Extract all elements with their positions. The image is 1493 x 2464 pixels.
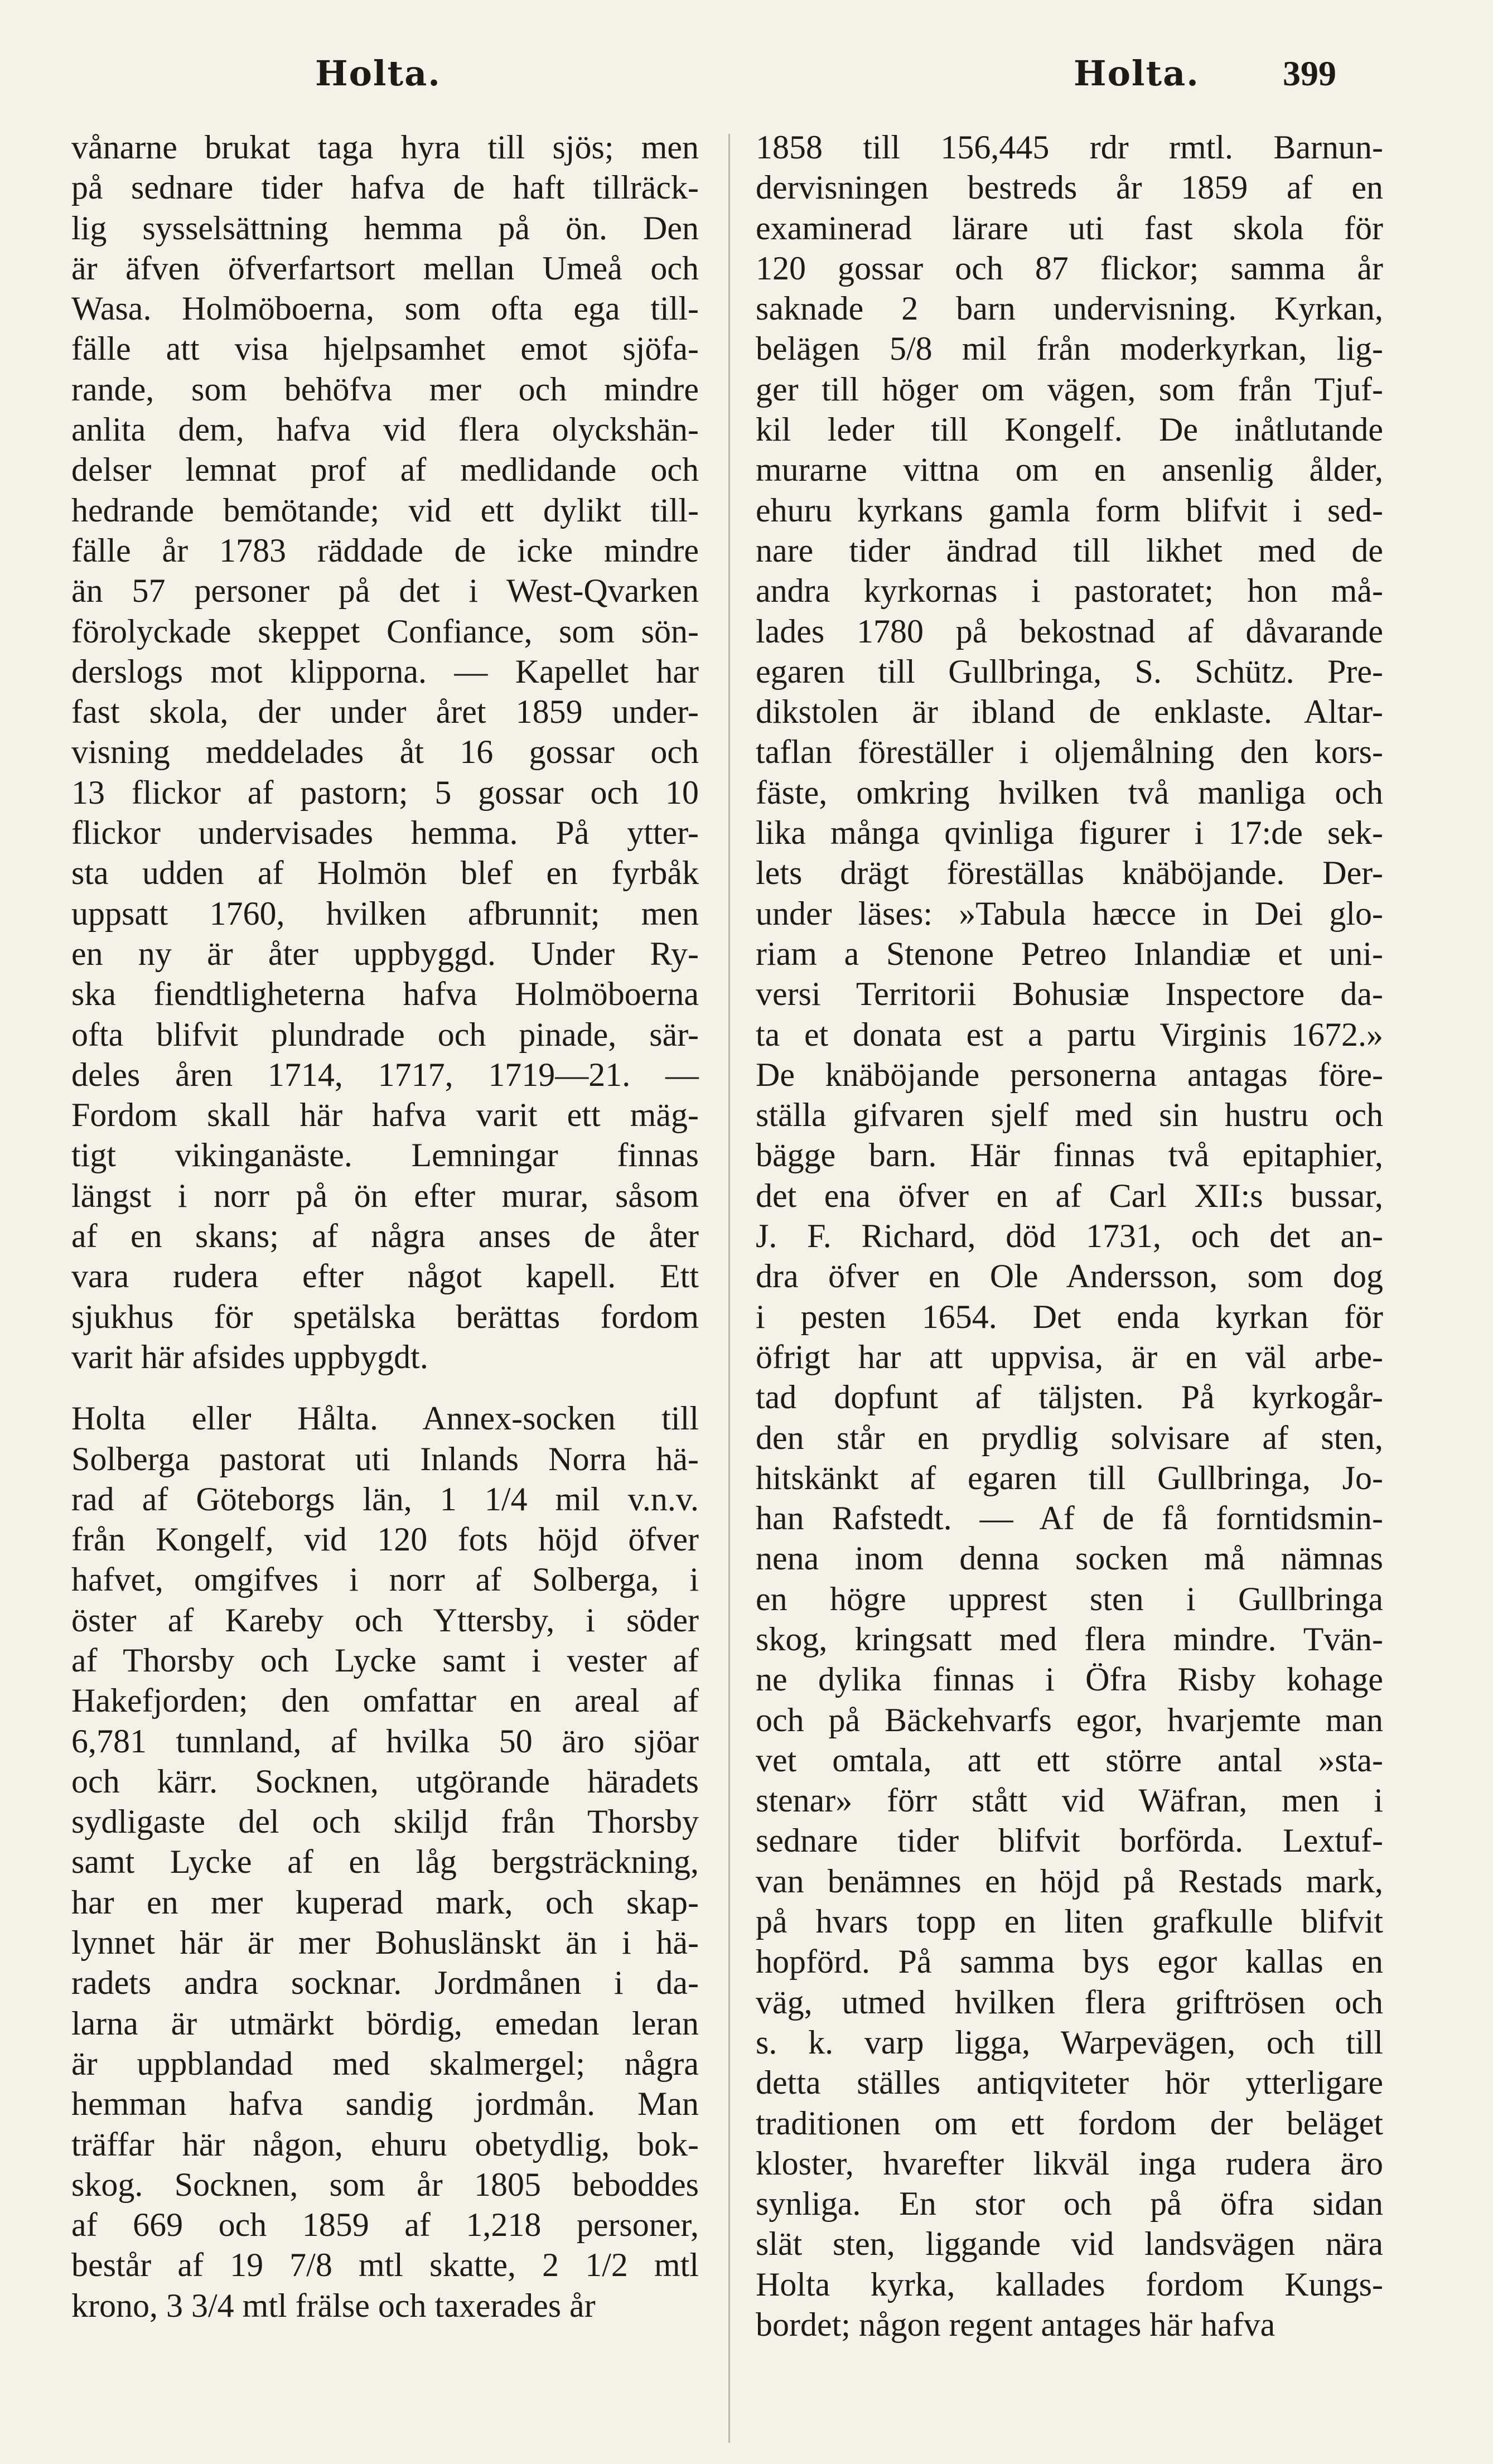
text-line: flickor undervisades hemma. På ytter- <box>71 814 699 852</box>
text-line <box>71 1377 699 1398</box>
text-line: deles åren 1714, 1717, 1719—21. — <box>71 1056 699 1093</box>
text-line: Holta kyrka, kallades fordom Kungs- <box>756 2265 1383 2303</box>
text-line: hedrande bemötande; vid ett dylikt till- <box>71 491 699 529</box>
text-line: Holta eller Hålta. Annex-socken till <box>71 1400 699 1437</box>
text-line: delser lemnat prof af medlidande och <box>71 451 699 489</box>
text-line: visning meddelades åt 16 gossar och <box>71 733 699 771</box>
text-line: 6,781 tunnland, af hvilka 50 äro sjöar <box>71 1722 699 1760</box>
column-divider <box>728 134 730 2443</box>
text-line: anlita dem, hafva vid flera olyckshän- <box>71 411 699 448</box>
text-line: träffar här någon, ehuru obetydlig, bok- <box>71 2125 699 2163</box>
text-line: varit här afsides uppbygdt. <box>71 1338 428 1375</box>
text-line: hopförd. På samma bys egor kallas en <box>756 1943 1383 1980</box>
text-line: vånarne brukat taga hyra till sjös; men <box>71 129 699 166</box>
text-line: af Thorsby och Lycke samt i vester af <box>71 1641 699 1679</box>
text-line: uppsatt 1760, hvilken afbrunnit; men <box>71 895 699 932</box>
text-line: dikstolen är ibland de enklaste. Altar- <box>756 693 1383 731</box>
text-line: är äfven öfverfartsort mellan Umeå och <box>71 249 699 287</box>
text-line: på sednare tider hafva de haft tillräck- <box>71 169 699 206</box>
text-line: vara rudera efter något kapell. Ett <box>71 1258 699 1295</box>
text-line: stenar» förr stått vid Wäfran, men i <box>756 1782 1383 1819</box>
text-line: i pesten 1654. Det enda kyrkan för <box>756 1298 1383 1335</box>
right-text-column <box>756 127 1383 2345</box>
text-line: sydligaste del och skiljd från Thorsby <box>71 1803 699 1840</box>
text-line: samt Lycke af en låg bergsträckning, <box>71 1843 699 1881</box>
text-line: ger till höger om vägen, som från Tjuf- <box>756 370 1383 408</box>
text-line: har en mer kuperad mark, och skap- <box>71 1883 699 1921</box>
text-line: 1858 till 156,445 rdr rmtl. Barnun- <box>756 129 1383 166</box>
text-line: Solberga pastorat uti Inlands Norra hä- <box>71 1440 699 1477</box>
left-text-column <box>71 127 699 2326</box>
text-line: hemman hafva sandig jordmån. Man <box>71 2085 699 2123</box>
text-line: saknade 2 barn undervisning. Kyrkan, <box>756 290 1383 327</box>
text-line: består af 19 7/8 mtl skatte, 2 1/2 mtl <box>71 2246 699 2284</box>
text-line: tad dopfunt af täljsten. På kyrkogår- <box>756 1379 1383 1416</box>
text-line: ne dylika finnas i Öfra Risby kohage <box>756 1661 1383 1698</box>
text-line: ställa gifvaren sjelf med sin hustru och <box>756 1096 1383 1134</box>
text-line: fäste, omkring hvilken två manliga och <box>756 774 1383 811</box>
text-line: förolyckade skeppet Confiance, som sön- <box>71 612 699 650</box>
text-line: öster af Kareby och Yttersby, i söder <box>71 1601 699 1639</box>
text-line: lets drägt föreställas knäböjande. Der- <box>756 854 1383 892</box>
text-line: längst i norr på ön efter murar, såsom <box>71 1177 699 1214</box>
text-line: lika många qvinliga figurer i 17:de sek- <box>756 814 1383 852</box>
text-line: fast skola, der under året 1859 under- <box>71 693 699 731</box>
text-line: en högre upprest sten i Gullbringa <box>756 1580 1383 1617</box>
text-line: och kärr. Socknen, utgörande häradets <box>71 1762 699 1800</box>
text-line: nare tider ändrad till likhet med de <box>756 532 1383 569</box>
text-line: andra kyrkornas i pastoratet; hon må- <box>756 572 1383 610</box>
running-head-right: Holta. <box>1074 53 1200 94</box>
text-line: ska fiendtligheterna hafva Holmöboerna <box>71 975 699 1013</box>
text-line: dra öfver en Ole Andersson, som dog <box>756 1258 1383 1295</box>
text-line: öfrigt har att uppvisa, är en väl arbe- <box>756 1338 1383 1375</box>
text-line: af 669 och 1859 af 1,218 personer, <box>71 2206 699 2244</box>
text-line: Wasa. Holmöboerna, som ofta ega till- <box>71 290 699 327</box>
text-line: synliga. En stor och på öfra sidan <box>756 2185 1383 2223</box>
text-line: taflan föreställer i oljemålning den kors- <box>756 733 1383 771</box>
text-line: 120 gossar och 87 flickor; samma år <box>756 249 1383 287</box>
text-line: det ena öfver en af Carl XII:s bussar, <box>756 1177 1383 1214</box>
text-line: under läses: »Tabula hæcce in Dei glo- <box>756 895 1383 932</box>
text-line: detta ställes antiqviteter hör ytterligare <box>756 2064 1383 2101</box>
text-line: rande, som behöfva mer och mindre <box>71 370 699 408</box>
page-number: 399 <box>1283 54 1336 93</box>
text-line: ehuru kyrkans gamla form blifvit i sed- <box>756 491 1383 529</box>
text-line: sta udden af Holmön blef en fyrbåk <box>71 854 699 892</box>
text-line: och på Bäckehvarfs egor, hvarjemte man <box>756 1701 1383 1738</box>
text-line: examinerad lärare uti fast skola för <box>756 209 1383 247</box>
text-line: s. k. varp ligga, Warpevägen, och till <box>756 2023 1383 2061</box>
text-line: murarne vittna om en ansenlig ålder, <box>756 451 1383 489</box>
text-line: ta et donata est a partu Virginis 1672.» <box>756 1016 1383 1053</box>
text-line: sednare tider blifvit borförda. Lextuf- <box>756 1822 1383 1859</box>
text-line: kloster, hvarefter likväl inga rudera äro <box>756 2144 1383 2182</box>
text-line: lades 1780 på bekostnad af dåvarande <box>756 612 1383 650</box>
text-line: är uppblandad med skalmergel; några <box>71 2045 699 2082</box>
text-line: lynnet här är mer Bohuslänskt än i hä- <box>71 1924 699 1961</box>
text-line: 13 flickor af pastorn; 5 gossar och 10 <box>71 774 699 811</box>
text-line: skog, kringsatt med flera mindre. Tvän- <box>756 1620 1383 1658</box>
text-line: sjukhus för spetälska berättas fordom <box>71 1298 699 1335</box>
text-line: krono, 3 3/4 mtl frälse och taxerades år <box>71 2287 596 2324</box>
text-line: belägen 5/8 mil från moderkyrkan, lig- <box>756 330 1383 368</box>
text-line: ofta blifvit plundrade och pinade, sär- <box>71 1016 699 1053</box>
text-line: versi Territorii Bohusiæ Inspectore da- <box>756 975 1383 1013</box>
text-line: riam a Stenone Petreo Inlandiæ et uni- <box>756 935 1383 972</box>
text-line: tigt vikinganäste. Lemningar finnas <box>71 1137 699 1174</box>
text-line: han Rafstedt. — Af de få forntidsmin- <box>756 1500 1383 1537</box>
text-line: rad af Göteborgs län, 1 1/4 mil v.n.v. <box>71 1480 699 1518</box>
text-line: bägge barn. Här finnas två epitaphier, <box>756 1137 1383 1174</box>
text-line: nena inom denna socken må nämnas <box>756 1540 1383 1577</box>
text-line: lig sysselsättning hemma på ön. Den <box>71 209 699 247</box>
text-line: vet omtala, att ett större antal »sta- <box>756 1741 1383 1779</box>
text-line: den står en prydlig solvisare af sten, <box>756 1419 1383 1456</box>
text-line: larna är utmärkt bördig, emedan leran <box>71 2004 699 2042</box>
text-line: van benämnes en höjd på Restads mark, <box>756 1862 1383 1900</box>
text-line: kil leder till Kongelf. De inåtlutande <box>756 411 1383 448</box>
text-line: fälle år 1783 räddade de icke mindre <box>71 532 699 569</box>
text-line: dervisningen bestreds år 1859 af en <box>756 169 1383 206</box>
text-line: hitskänkt af egaren till Gullbringa, Jo- <box>756 1459 1383 1496</box>
text-line: väg, utmed hvilken flera griftrösen och <box>756 1983 1383 2021</box>
running-head-left: Holta. <box>315 53 441 94</box>
text-line: än 57 personer på det i West-Qvarken <box>71 572 699 610</box>
text-line: slät sten, liggande vid landsvägen nära <box>756 2225 1383 2263</box>
text-line: skog. Socknen, som år 1805 beboddes <box>71 2166 699 2203</box>
text-line: De knäböjande personerna antagas före- <box>756 1056 1383 1093</box>
text-line: på hvars topp en liten grafkulle blifvit <box>756 1903 1383 1940</box>
text-line: af en skans; af några anses de åter <box>71 1217 699 1255</box>
text-line: J. F. Richard, död 1731, och det an- <box>756 1217 1383 1255</box>
text-line: Fordom skall här hafva varit ett mäg- <box>71 1096 699 1134</box>
text-line: radets andra socknar. Jordmånen i da- <box>71 1964 699 2002</box>
text-line: Hakefjorden; den omfattar en areal af <box>71 1682 699 1719</box>
text-line: en ny är åter uppbyggd. Under Ry- <box>71 935 699 972</box>
text-line: bordet; någon regent antages här hafva <box>756 2306 1275 2344</box>
text-line: traditionen om ett fordom der beläget <box>756 2104 1383 2142</box>
text-line: egaren till Gullbringa, S. Schütz. Pre- <box>756 653 1383 690</box>
text-line: derslogs mot klipporna. — Kapellet har <box>71 653 699 690</box>
text-line: från Kongelf, vid 120 fots höjd öfver <box>71 1521 699 1558</box>
text-line: fälle att visa hjelpsamhet emot sjöfa- <box>71 330 699 368</box>
text-line: hafvet, omgifves i norr af Solberga, i <box>71 1561 699 1598</box>
